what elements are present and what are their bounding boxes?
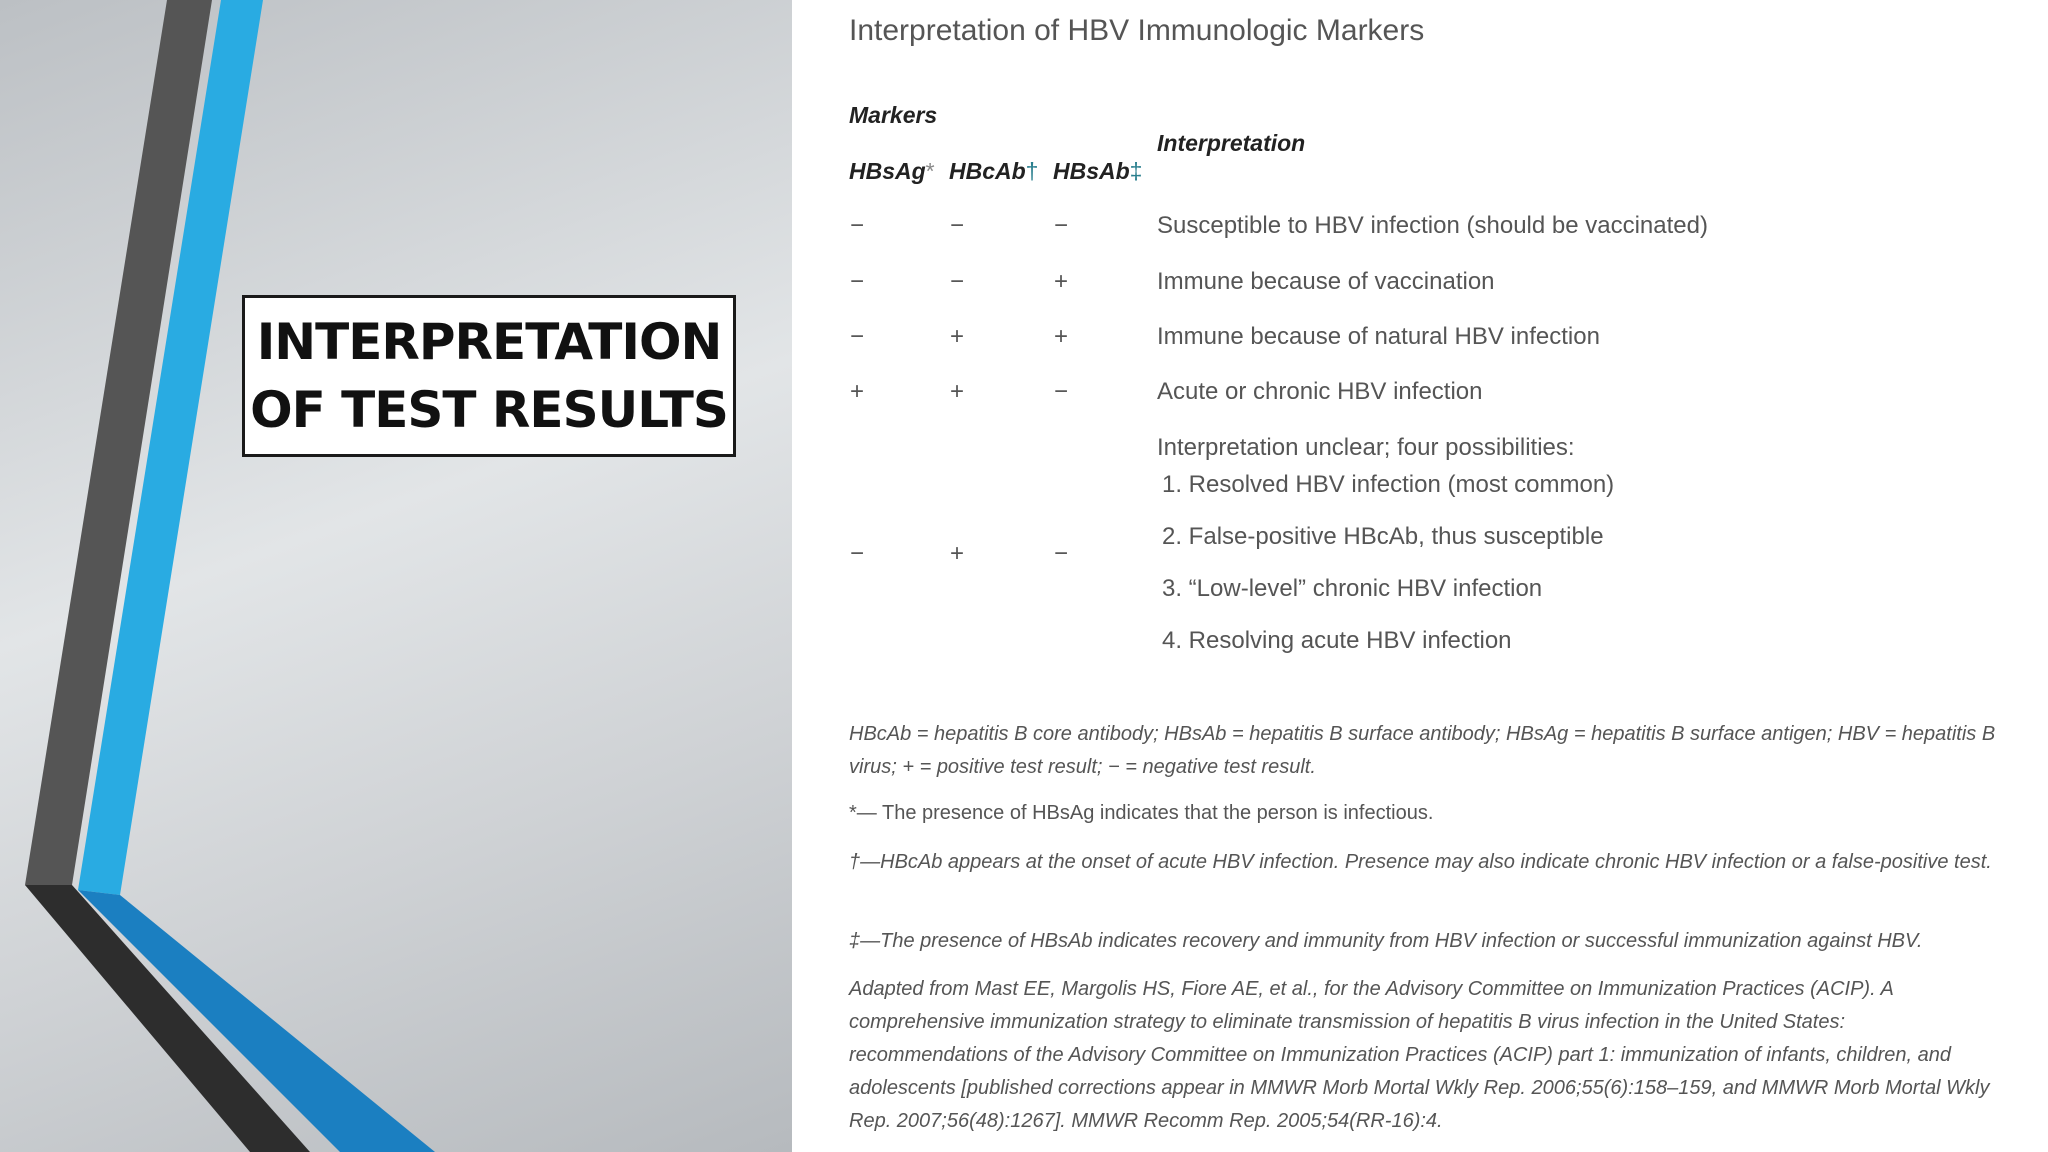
cell-hbsab: − xyxy=(1053,540,1068,567)
slide-title-box xyxy=(242,295,736,457)
cell-interpretation: Acute or chronic HBV infection xyxy=(1157,378,1483,405)
cell-hbcab: − xyxy=(949,212,964,239)
document-title: Interpretation of HBV Immunologic Markers xyxy=(849,14,1425,47)
column-header-hbsab: HBsAb‡ xyxy=(1053,158,1143,184)
markers-label: Markers xyxy=(849,102,938,128)
cell-hbsag: − xyxy=(849,212,864,239)
cell-hbsab: + xyxy=(1053,323,1068,350)
cell-hbsab: − xyxy=(1053,212,1068,239)
document-panel xyxy=(792,0,2048,1152)
column-header-hbcab: HBcAb† xyxy=(949,158,1039,184)
footnote-dagger: †—HBcAb appears at the onset of acute HBV infection. Presence may also indicate chronic HBV infection or a false-positive test. xyxy=(849,851,1992,873)
possibility-item: 2. False-positive HBcAb, thus susceptible xyxy=(1162,523,1604,550)
cell-hbsag: − xyxy=(849,268,864,295)
footnote-double-dagger: ‡—The presence of HBsAb indicates recovery and immunity from HBV infection or successful immunization against HBV. xyxy=(849,930,1923,952)
cell-hbsag: + xyxy=(849,378,864,405)
possibility-item: 4. Resolving acute HBV infection xyxy=(1162,627,1512,654)
cell-hbcab: + xyxy=(949,540,964,567)
cell-hbcab: − xyxy=(949,268,964,295)
cell-hbsab: + xyxy=(1053,268,1068,295)
footnote-source: Adapted from Mast EE, Margolis HS, Fiore AE, et al., for the Advisory Committee on Immunization Practices (ACIP). A comprehensive immunization strategy to eliminate transmission of hepatitis B virus infection in the United States: recommendations of the Advisory Committee on Immunization Practices (ACIP) part 1: immunization of infants, children, and adolescents [published corrections appear in MMWR Morb Mortal Wkly Rep. 2006;55(6):158–159, and MMWR Morb Mortal Wkly Rep. 2007;56(48):1267]. MMWR Recomm Rep. 2005;54(RR-16):4. xyxy=(849,978,1990,1132)
cell-hbsag: − xyxy=(849,540,864,567)
cell-hbcab: + xyxy=(949,323,964,350)
possibility-item: 1. Resolved HBV infection (most common) xyxy=(1162,471,1615,498)
cell-interpretation: Susceptible to HBV infection (should be vaccinated) xyxy=(1157,212,1708,239)
footnote-abbreviations: HBcAb = hepatitis B core antibody; HBsAb = hepatitis B surface antibody; HBsAg = hepatitis B surface antigen; HBV = hepatitis B virus; + = positive test result; − = negative test result. xyxy=(849,723,1996,778)
cell-interpretation: Interpretation unclear; four possibilities: xyxy=(1157,434,1575,461)
footnote-star: *— The presence of HBsAg indicates that the person is infectious. xyxy=(849,802,1434,824)
column-header-hbsag: HBsAg* xyxy=(849,158,935,184)
cell-interpretation: Immune because of natural HBV infection xyxy=(1157,323,1600,350)
slide-title-line2: OF TEST RESULTS xyxy=(250,381,728,439)
cell-interpretation: Immune because of vaccination xyxy=(1157,268,1495,295)
possibility-item: 3. “Low-level” chronic HBV infection xyxy=(1162,575,1543,602)
interpretation-header: Interpretation xyxy=(1157,130,1306,156)
cell-hbcab: + xyxy=(949,378,964,405)
decorative-stripes xyxy=(0,0,792,1152)
slide-title-line1: INTERPRETATION xyxy=(256,313,722,371)
slide-background xyxy=(0,0,792,1152)
cell-hbsab: − xyxy=(1053,378,1068,405)
cell-hbsag: − xyxy=(849,323,864,350)
